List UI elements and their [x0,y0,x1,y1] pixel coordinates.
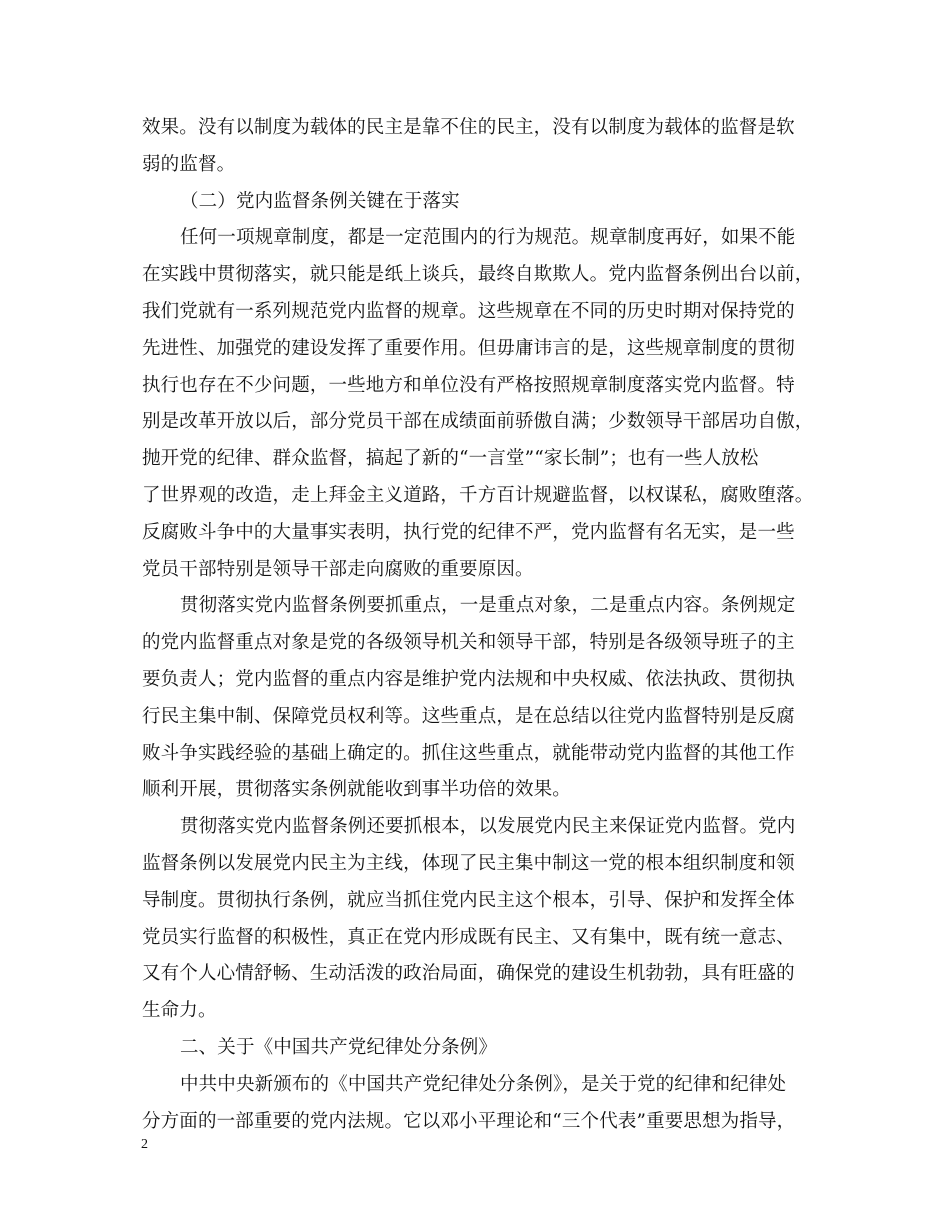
text-line: 导制度。贯彻执行条例，就应当抓住党内民主这个根本，引导、保护和发挥全体 [142,889,795,911]
text-line: 生命力。 [142,1000,217,1022]
text-line: （二）党内监督条例关键在于落实 [180,190,460,212]
text-line: 执行也存在不少问题，一些地方和单位没有严格按照规章制度落实党内监督。特 [142,374,795,396]
text-line: 了世界观的改造，走上拜金主义道路，千方百计规避监督，以权谋私，腐败堕落。 [142,484,814,506]
text-line: 要负责人；党内监督的重点内容是维护党内法规和中央权威、依法执政、贯彻执 [142,668,795,690]
text-line: 党员实行监督的积极性，真正在党内形成既有民主、又有集中，既有统一意志、 [142,926,795,948]
text-line: 党员干部特别是领导干部走向腐败的重要原因。 [142,558,534,580]
text-line: 我们党就有一系列规范党内监督的规章。这些规章在不同的历史时期对保持党的 [142,300,795,322]
text-line: 先进性、加强党的建设发挥了重要作用。但毋庸讳言的是，这些规章制度的贯彻 [142,337,795,359]
text-line: 监督条例以发展党内民主为主线，体现了民主集中制这一党的根本组织制度和领 [142,852,795,874]
text-line: 贯彻落实党内监督条例要抓重点，一是重点对象，二是重点内容。条例规定 [180,595,796,617]
text-line: 在实践中贯彻落实，就只能是纸上谈兵，最终自欺欺人。党内监督条例出台以前， [142,264,814,286]
text-line: 顺利开展，贯彻落实条例就能收到事半功倍的效果。 [142,779,571,801]
text-line: 贯彻落实党内监督条例还要抓根本，以发展党内民主来保证党内监督。党内 [180,816,796,838]
text-line: 效果。没有以制度为载体的民主是靠不住的民主，没有以制度为载体的监督是软 [142,117,795,138]
text-line: 的党内监督重点对象是党的各级领导机关和领导干部，特别是各级领导班子的主 [142,632,795,654]
text-line: 抛开党的纪律、群众监督，搞起了新的“一言堂”“家长制”；也有一些人放松 [142,448,759,470]
text-line: 弱的监督。 [142,153,236,175]
text-line: 分方面的一部重要的党内法规。它以邓小平理论和“三个代表”重要思想为指导， [142,1110,796,1132]
text-line: 二、关于《中国共产党纪律处分条例》 [180,1036,498,1058]
text-line: 中共中央新颁布的《中国共产党纪律处分条例》，是关于党的纪律和纪律处 [180,1073,787,1095]
page-number: 2 [141,1137,148,1152]
text-line: 败斗争实践经验的基础上确定的。抓住这些重点，就能带动党内监督的其他工作 [142,742,795,764]
text-line: 反腐败斗争中的大量事实表明，执行党的纪律不严，党内监督有名无实，是一些 [142,521,795,543]
text-line: 行民主集中制、保障党员权利等。这些重点，是在总结以往党内监督特别是反腐 [142,705,795,727]
document-body [142,110,818,1140]
text-line: 别是改革开放以后，部分党员干部在成绩面前骄傲自满；少数领导干部居功自傲， [142,411,814,433]
text-line: 任何一项规章制度，都是一定范围内的行为规范。规章制度再好，如果不能 [180,227,796,249]
text-line: 又有个人心情舒畅、生动活泼的政治局面，确保党的建设生机勃勃，具有旺盛的 [142,963,795,985]
